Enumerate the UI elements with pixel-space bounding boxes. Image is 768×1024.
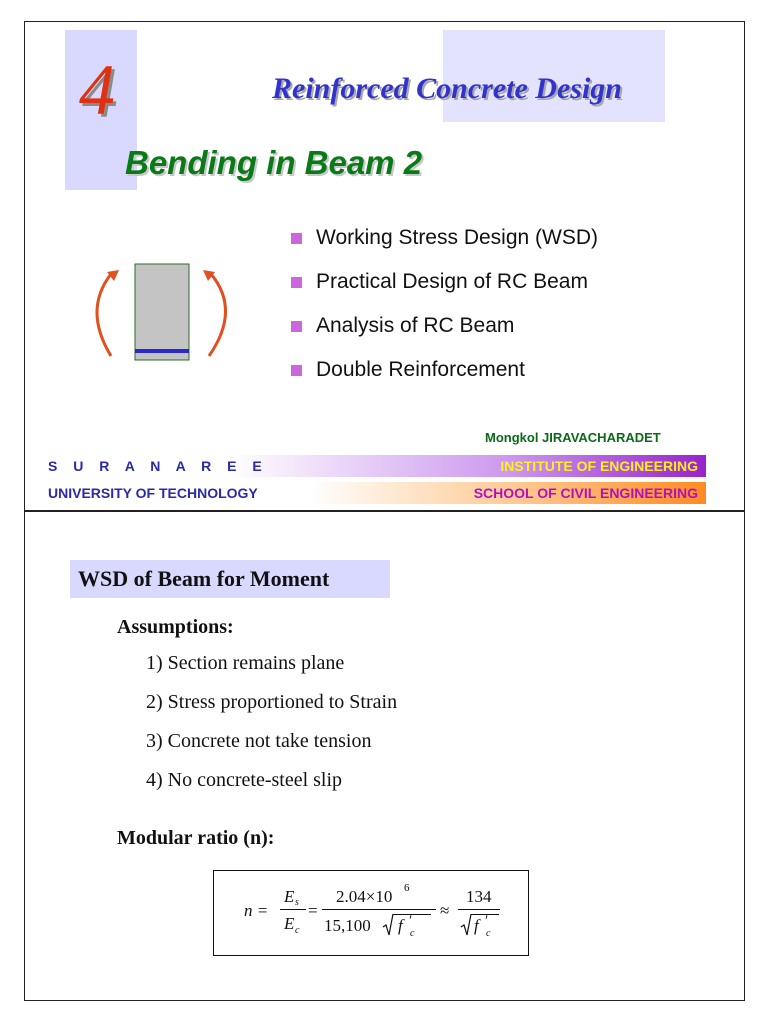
university-name-spaced: S U R A N A R E E (48, 458, 268, 474)
chapter-title: Bending in Beam 2 (125, 144, 423, 181)
assumptions-heading: Assumptions: (117, 616, 234, 638)
moment-arrow-right-icon (209, 274, 226, 356)
author-name: Mongkol JIRAVACHARADET (485, 430, 661, 445)
school-name: SCHOOL OF CIVIL ENGINEERING (473, 485, 698, 501)
numerator: 2.04×10 (336, 887, 393, 906)
modular-ratio-formula (213, 870, 529, 956)
topic-list (291, 226, 598, 402)
numerator-exponent: 6 (404, 882, 410, 894)
simplified-numerator: 134 (466, 887, 492, 906)
square-root-icon (382, 913, 394, 937)
slide-heading: WSD of Beam for Moment (70, 560, 390, 598)
assumption-item: 4) No concrete-steel slip (146, 769, 343, 791)
content-slide (24, 511, 745, 1001)
fraction-bar (322, 909, 436, 910)
assumption-item: 2) Stress proportioned to Strain (146, 691, 398, 713)
topic-item: Working Stress Design (WSD) (291, 226, 598, 270)
es-symbol: E (284, 887, 295, 906)
approx-sign: ≈ (440, 901, 450, 920)
square-bullet-icon (291, 277, 302, 288)
fraction-bar (458, 909, 500, 910)
chapter-number: 4 (79, 50, 115, 130)
square-bullet-icon (291, 321, 302, 332)
denominator-coefficient: 15,100 (324, 916, 371, 935)
topic-item: Analysis of RC Beam (291, 314, 598, 358)
school-banner (44, 482, 706, 504)
assumption-item: 3) Concrete not take tension (146, 730, 372, 752)
assumptions-list (146, 652, 397, 808)
es-subscript: s (295, 897, 299, 908)
ec-subscript: c (295, 925, 300, 936)
topic-item: Double Reinforcement (291, 358, 598, 402)
fc-prime: ′ (409, 913, 413, 929)
institute-name: INSTITUTE OF ENGINEERING (500, 458, 698, 474)
modular-ratio-heading: Modular ratio (n): (117, 827, 275, 849)
fc-symbol: f (474, 916, 479, 935)
fc-prime: ′ (485, 913, 489, 929)
ec-symbol: E (284, 914, 295, 933)
fc-symbol: f (398, 916, 403, 935)
square-bullet-icon (291, 233, 302, 244)
formula-lhs: n = (244, 901, 269, 920)
fc-subscript: c (486, 928, 491, 939)
fraction-bar (280, 909, 306, 910)
square-bullet-icon (291, 365, 302, 376)
topic-item: Practical Design of RC Beam (291, 270, 598, 314)
title-slide (24, 21, 745, 511)
course-title: Reinforced Concrete Design (272, 72, 622, 105)
assumption-item: 1) Section remains plane (146, 652, 345, 674)
fc-subscript: c (410, 928, 415, 939)
equals-sign: = (308, 901, 318, 920)
beam-section-icon (87, 258, 247, 368)
square-root-icon (460, 913, 472, 937)
institute-banner (44, 455, 706, 477)
university-type: UNIVERSITY OF TECHNOLOGY (48, 485, 258, 501)
moment-arrow-left-icon (97, 274, 111, 356)
